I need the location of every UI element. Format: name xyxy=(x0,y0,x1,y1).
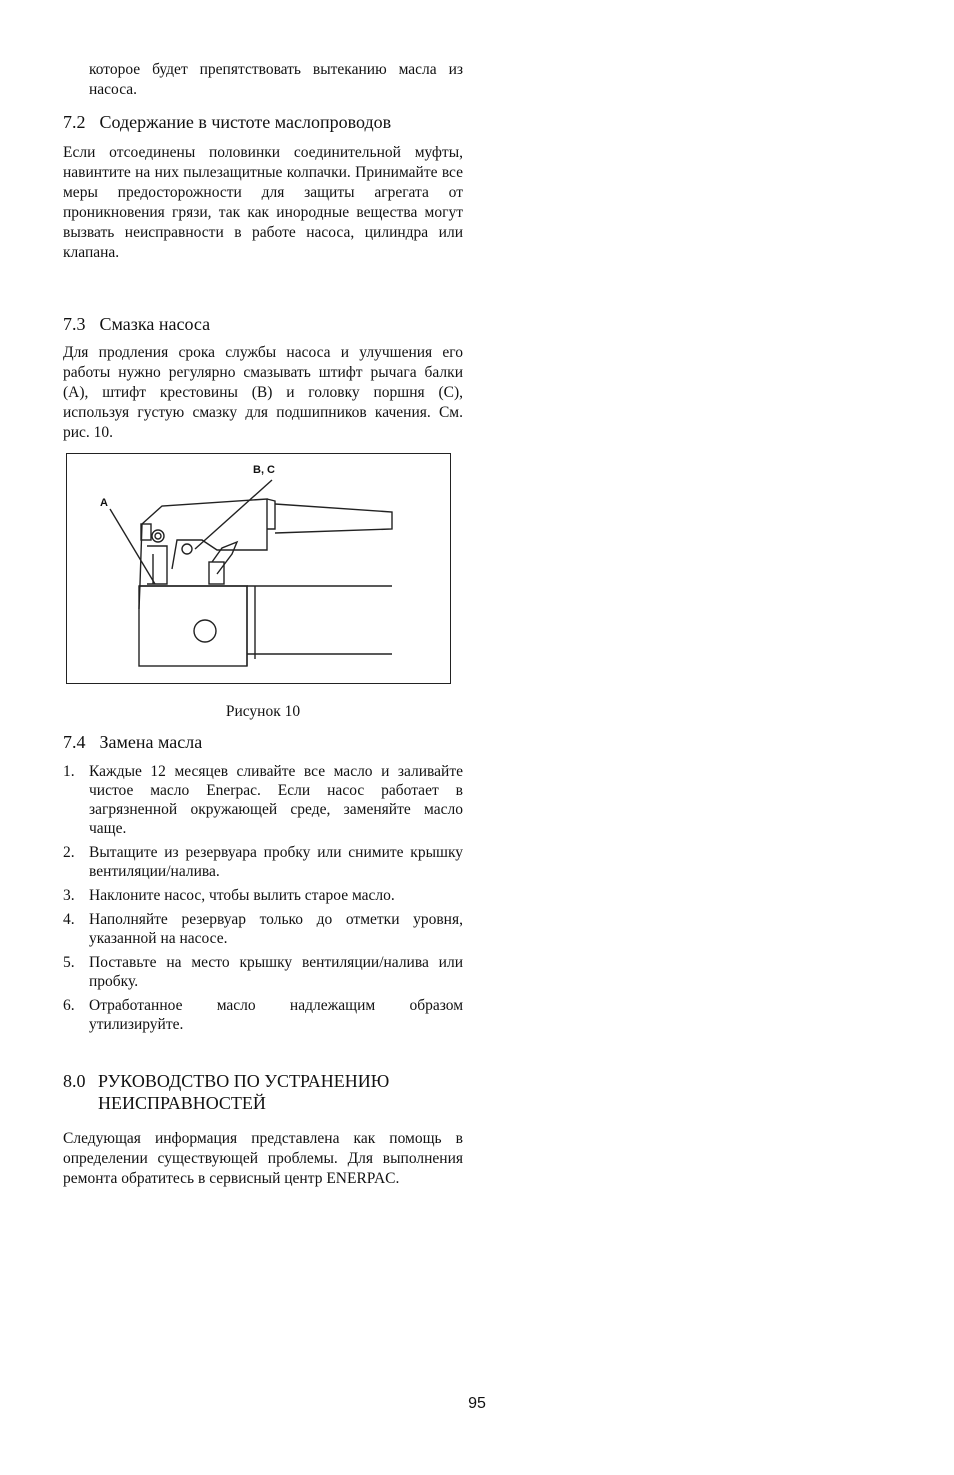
section-7-3-number: 7.3 xyxy=(63,314,86,334)
pin-a-inner xyxy=(155,533,161,539)
section-7-2-title: Содержание в чистоте маслопроводов xyxy=(99,112,392,132)
body-port-circle xyxy=(194,620,216,642)
leader-bc xyxy=(195,480,272,549)
section-7-2-number: 7.2 xyxy=(63,112,86,132)
step-number: 2. xyxy=(63,844,75,861)
continuation-block xyxy=(63,60,463,100)
section-8-0-title: РУКОВОДСТВО ПО УСТРАНЕНИЮ НЕИСПРАВНОСТЕЙ xyxy=(98,1071,390,1113)
step-number: 3. xyxy=(63,887,75,904)
step-text: Вытащите из резервуара пробку или снимите крышку вентиляции/налива. xyxy=(89,844,463,880)
section-7-3-text: Для продления срока службы насоса и улучшения его работы нужно регулярно смазывать штифт рычага балки (A), штифт крестовины (B) и головку поршня (C), используя густую смазку для подшипников качения. См. рис. 10. xyxy=(63,344,463,441)
page-number: 95 xyxy=(468,1395,486,1412)
section-8-0 xyxy=(63,1070,463,1189)
step-number: 5. xyxy=(63,954,75,971)
label-a: A xyxy=(100,497,108,509)
handle-collar xyxy=(267,499,275,529)
step-number: 6. xyxy=(63,997,75,1014)
pin-b-circle xyxy=(182,544,192,554)
oil-change-steps xyxy=(63,762,463,1034)
step-number: 4. xyxy=(63,911,75,928)
list-item xyxy=(63,762,463,838)
step-number: 1. xyxy=(63,763,75,780)
pump-body-top xyxy=(139,586,247,666)
section-7-4-heading xyxy=(63,731,463,753)
piston-head xyxy=(209,562,224,584)
step-text: Отработанное масло надлежащим образом утилизируйте. xyxy=(89,997,463,1033)
list-item xyxy=(63,843,463,881)
step-text: Наклоните насос, чтобы вылить старое масло. xyxy=(89,887,395,904)
section-7-2-text: Если отсоединены половинки соединительной муфты, навинтите на них пылезащитные колпачки. Принимайте все меры предосторожности для защиты агрегата от проникновения грязи, так как инородные вещества могут вызвать неисправности в работе насоса, цилиндра или клапана. xyxy=(63,144,463,261)
section-7-4-number: 7.4 xyxy=(63,732,86,752)
step-text: Каждые 12 месяцев сливайте все масло и заливайте чистое масло Enerpac. Если насос работает в загрязненной окружающей среде, заменяйте масло чаще. xyxy=(89,763,463,837)
list-item xyxy=(63,910,463,948)
figure-10-caption: Рисунок 10 xyxy=(225,703,301,720)
section-7-4-title: Замена масла xyxy=(99,732,203,752)
cross-link xyxy=(147,546,167,584)
list-item xyxy=(63,996,463,1034)
pin-a-circle xyxy=(152,530,164,542)
pump-body xyxy=(139,586,247,666)
list-item xyxy=(63,953,463,991)
section-7-4 xyxy=(63,731,463,1039)
section-7-3-title: Смазка насоса xyxy=(99,314,211,334)
handle-bar xyxy=(275,504,392,533)
continuation-text: которое будет препятствовать вытеканию масла из насоса. xyxy=(89,61,463,98)
section-7-2 xyxy=(63,111,463,263)
section-8-0-heading xyxy=(63,1070,463,1114)
section-7-2-heading xyxy=(63,111,463,133)
list-item xyxy=(63,886,463,905)
step-text: Наполняйте резервуар только до отметки уровня, указанной на насосе. xyxy=(89,911,463,947)
pump-lubrication-illustration xyxy=(67,454,450,683)
section-8-0-number: 8.0 xyxy=(63,1071,86,1091)
section-7-3 xyxy=(63,313,463,443)
section-8-0-text: Следующая информация представлена как помощь в определении существующей проблемы. Для выполнения ремонта обратитесь в сервисный центр ENERPAC. xyxy=(63,1130,463,1187)
label-bc: B, C xyxy=(253,464,275,476)
figure-10 xyxy=(66,453,451,684)
step-text: Поставьте на место крышку вентиляции/налива или пробку. xyxy=(89,954,463,990)
section-7-3-heading xyxy=(63,313,463,335)
